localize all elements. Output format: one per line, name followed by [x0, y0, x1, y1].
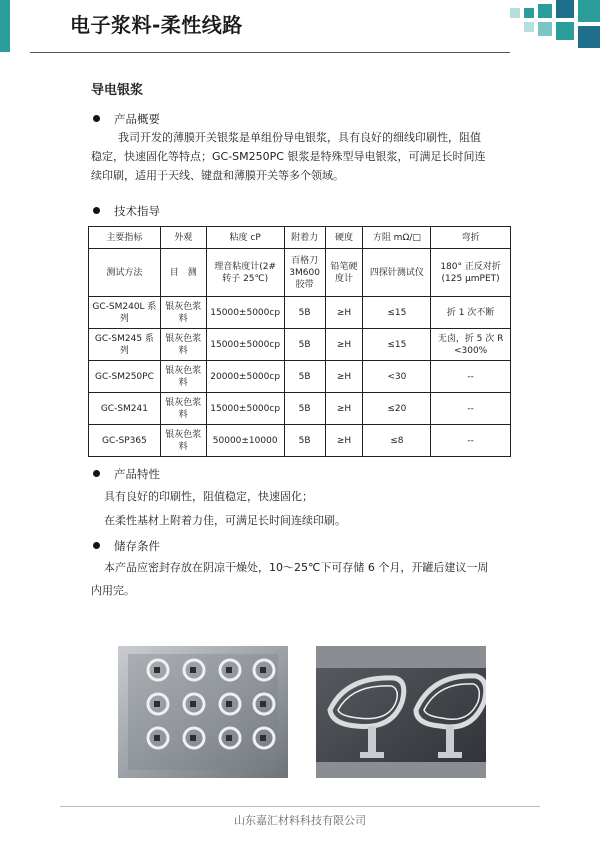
bullet-icon: [93, 115, 100, 122]
table-header-cell: 主要指标: [89, 227, 161, 249]
overview-heading: 产品概要: [93, 111, 160, 127]
table-cell: --: [431, 361, 511, 393]
table-header-cell: 外观: [160, 227, 206, 249]
features-line-2: 在柔性基材上附着力佳，可满足长时间连续印刷。: [104, 514, 346, 527]
table-row: [89, 297, 511, 329]
table-cell: --: [431, 393, 511, 425]
table-cell: GC-SM240L 系列: [89, 297, 161, 329]
table-row: [89, 329, 511, 361]
table-cell: 15000±5000cp: [206, 393, 284, 425]
bullet-icon: [93, 542, 100, 549]
bullet-icon: [93, 207, 100, 214]
table-cell: 百格刀 3M600 胶带: [284, 249, 325, 297]
table-cell: 5B: [284, 361, 325, 393]
antenna-image: [316, 646, 486, 778]
table-cell: <30: [363, 361, 431, 393]
storage-line-2: 内用完。: [91, 584, 135, 597]
table-row: [89, 425, 511, 457]
table-cell: GC-SM241: [89, 393, 161, 425]
features-heading: 产品特性: [93, 466, 160, 482]
header-accent-strip: [0, 0, 10, 52]
table-method-row: [89, 249, 511, 297]
table-cell: 5B: [284, 329, 325, 361]
table-cell: 折 1 次不断: [431, 297, 511, 329]
table-header-cell: 硬度: [325, 227, 363, 249]
table-header-cell: 方阻 mΩ/□: [363, 227, 431, 249]
table-cell: 银灰色浆料: [160, 297, 206, 329]
product-photo-coil-array: [118, 646, 288, 778]
overview-line-1: 我司开发的薄膜开关银浆是单组份导电银浆，具有良好的细线印刷性，阻值: [118, 131, 481, 144]
table-cell: GC-SM250PC: [89, 361, 161, 393]
table-cell: ≤15: [363, 297, 431, 329]
table-header-cell: 附着力: [284, 227, 325, 249]
section-title: 导电银浆: [91, 83, 144, 98]
table-cell: GC-SM245 系列: [89, 329, 161, 361]
bullet-icon: [93, 470, 100, 477]
table-cell: ≥H: [325, 425, 363, 457]
table-row: [89, 361, 511, 393]
table-cell: 180° 正反对折 (125 μmPET): [431, 249, 511, 297]
table-cell: 铅笔硬度计: [325, 249, 363, 297]
table-cell: 5B: [284, 393, 325, 425]
table-cell: 50000±10000: [206, 425, 284, 457]
table-cell: 15000±5000cp: [206, 297, 284, 329]
table-cell: ≥H: [325, 393, 363, 425]
table-cell: ≥H: [325, 297, 363, 329]
spec-table: [88, 226, 511, 457]
footer-company: 山东嘉汇材料科技有限公司: [234, 814, 366, 827]
overview-line-3: 续印刷，适用于天线、键盘和薄膜开关等多个领域。: [91, 169, 344, 182]
table-cell: 20000±5000cp: [206, 361, 284, 393]
table-cell: ≤15: [363, 329, 431, 361]
storage-heading: 储存条件: [93, 538, 160, 554]
table-cell: --: [431, 425, 511, 457]
table-cell: 5B: [284, 297, 325, 329]
overview-line-2: 稳定，快速固化等特点；GC-SM250PC 银浆是特殊型导电银浆，可满足长时间连: [91, 150, 486, 163]
table-cell: 测试方法: [89, 249, 161, 297]
table-cell: 银灰色浆料: [160, 393, 206, 425]
table-header-row: [89, 227, 511, 249]
table-cell: 15000±5000cp: [206, 329, 284, 361]
table-cell: GC-SP365: [89, 425, 161, 457]
product-photo-antenna: [316, 646, 486, 778]
table-cell: ≤8: [363, 425, 431, 457]
tech-heading: 技术指导: [93, 203, 160, 219]
header-decoration: [510, 0, 600, 52]
table-cell: 5B: [284, 425, 325, 457]
table-cell: ≥H: [325, 361, 363, 393]
table-cell: ≤20: [363, 393, 431, 425]
storage-line-1: 本产品应密封存放在阴凉干燥处，10～25℃下可存储 6 个月，开罐后建议一周: [104, 561, 489, 574]
table-header-cell: 粘度 cP: [206, 227, 284, 249]
table-cell: 银灰色浆料: [160, 361, 206, 393]
table-cell: 银灰色浆料: [160, 329, 206, 361]
page-title: 电子浆料-柔性线路: [70, 13, 243, 37]
table-cell: 无卤，折 5 次 R <300%: [431, 329, 511, 361]
header-divider: [30, 52, 510, 53]
table-header-cell: 弯折: [431, 227, 511, 249]
features-line-1: 具有良好的印刷性，阻值稳定，快速固化；: [104, 490, 313, 503]
page-header: [0, 0, 600, 52]
table-cell: 四探针测试仪: [363, 249, 431, 297]
footer-divider: [60, 806, 540, 807]
table-cell: 银灰色浆料: [160, 425, 206, 457]
table-cell: 理音粘度计(2# 转子 25℃): [206, 249, 284, 297]
coil-array-image: [118, 646, 288, 778]
table-row: [89, 393, 511, 425]
table-cell: ≥H: [325, 329, 363, 361]
table-cell: 目 测: [160, 249, 206, 297]
